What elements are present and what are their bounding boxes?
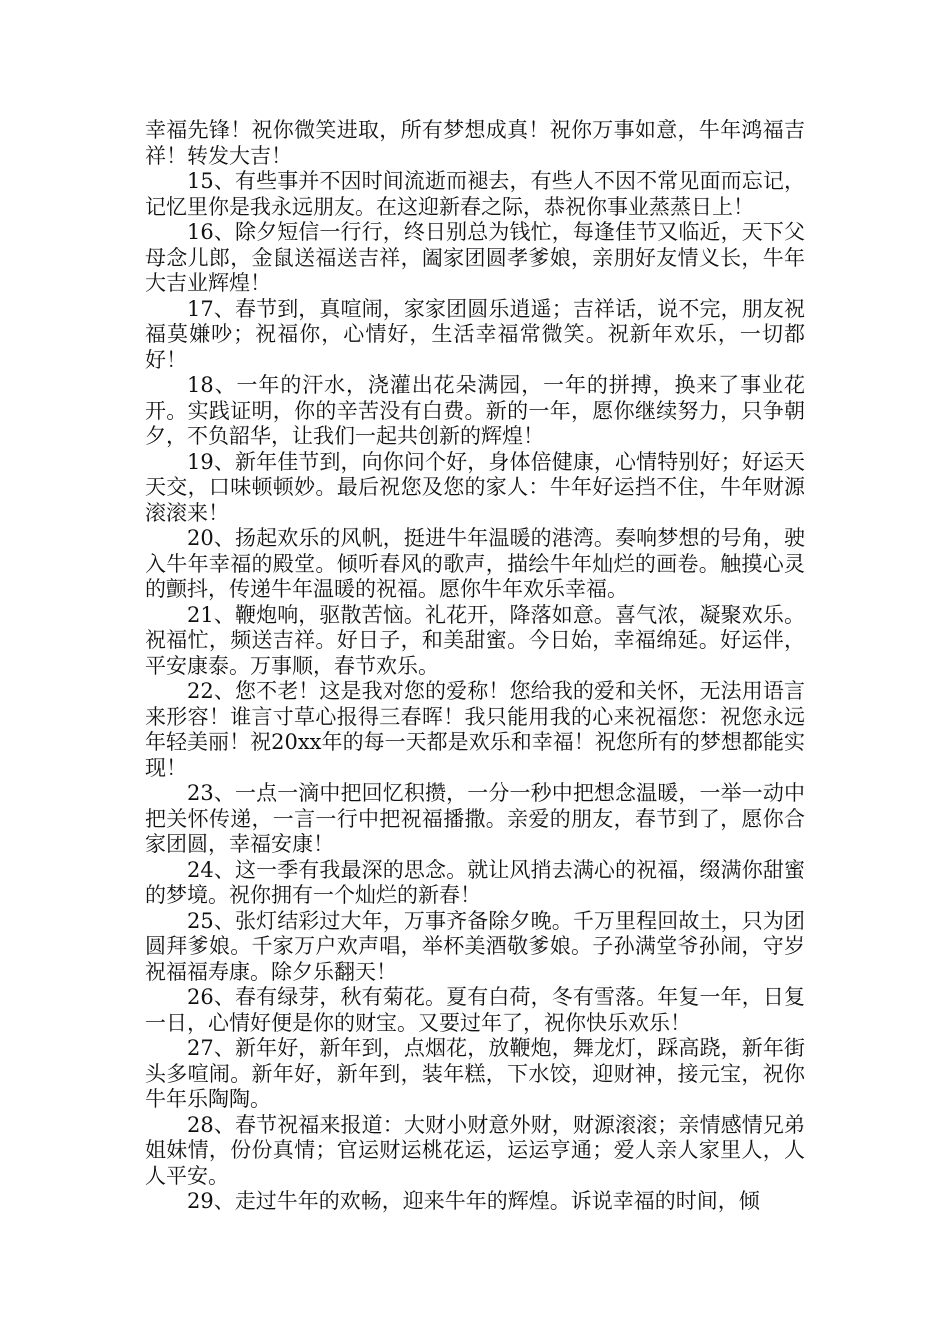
paragraph-25: 25、张灯结彩过大年，万事齐备除夕晚。千万里程回故土，只为团圆拜爹娘。千家万户欢声唱，举杯美酒敬爹娘。子孙满堂爷孙闹，守岁祝福福寿康。除夕乐翻天！ (145, 908, 805, 984)
paragraph-26: 26、春有绿芽，秋有菊花。夏有白荷，冬有雪落。年复一年，日复一日，心情好便是你的财宝。又要过年了，祝你快乐欢乐！ (145, 985, 805, 1035)
paragraph-24: 24、这一季有我最深的思念。就让风捎去满心的祝福，缀满你甜蜜的梦境。祝你拥有一个灿烂的新春！ (145, 857, 805, 907)
document-body (145, 118, 805, 1215)
paragraph-15: 15、有些事并不因时间流逝而褪去，有些人不因不常见面而忘记，记忆里你是我永远朋友。在这迎新春之际，恭祝你事业蒸蒸日上！ (145, 169, 805, 219)
paragraph-28: 28、春节祝福来报道：大财小财意外财，财源滚滚；亲情感情兄弟姐妹情，份份真情；官运财运桃花运，运运亨通；爱人亲人家里人，人人平安。 (145, 1112, 805, 1188)
paragraph-18: 18、一年的汗水，浇灌出花朵满园，一年的拼搏，换来了事业花开。实践证明，你的辛苦没有白费。新的一年，愿你继续努力，只争朝夕，不负韶华，让我们一起共创新的辉煌！ (145, 373, 805, 448)
paragraph-29: 29、走过牛年的欢畅，迎来牛年的辉煌。诉说幸福的时间，倾 (187, 1189, 760, 1213)
paragraph-16: 16、除夕短信一行行，终日别总为钱忙，每逢佳节又临近，天下父母念儿郎，金鼠送福送吉祥，阖家团圆孝爹娘，亲朋好友情义长，牛年大吉业辉煌！ (145, 220, 805, 295)
paragraph-continued: 幸福先锋！祝你微笑进取，所有梦想成真！祝你万事如意，牛年鸿福吉祥！转发大吉！ (145, 118, 805, 168)
paragraph-17: 17、春节到，真喧闹，家家团圆乐逍遥；吉祥话，说不完，朋友祝福莫嫌吵；祝福你，心情好，生活幸福常微笑。祝新年欢乐，一切都好！ (145, 296, 805, 372)
paragraph-22: 22、您不老！这是我对您的爱称！您给我的爱和关怀，无法用语言来形容！谁言寸草心报得三春晖！我只能用我的心来祝福您：祝您永远年轻美丽！祝20xx年的每一天都是欢乐和幸福！祝您所有的梦想都能实现！ (145, 679, 805, 780)
paragraph-23: 23、一点一滴中把回忆积攒，一分一秒中把想念温暖，一举一动中把关怀传递，一言一行中把祝福播撒。亲爱的朋友，春节到了，愿你合家团圆，幸福安康！ (145, 781, 805, 856)
paragraph-27: 27、新年好，新年到，点烟花，放鞭炮，舞龙灯，踩高跷，新年街头多喧闹。新年好，新年到，装年糕，下水饺，迎财神，接元宝，祝你牛年乐陶陶。 (145, 1036, 805, 1111)
paragraph-20: 20、扬起欢乐的风帆，挺进牛年温暖的港湾。奏响梦想的号角，驶入牛年幸福的殿堂。倾听春风的歌声，描绘牛年灿烂的画卷。触摸心灵的颤抖，传递牛年温暖的祝福。愿你牛年欢乐幸福。 (145, 526, 805, 601)
paragraph-21: 21、鞭炮响，驱散苦恼。礼花开，降落如意。喜气浓，凝聚欢乐。祝福忙，频送吉祥。好日子，和美甜蜜。今日始，幸福绵延。好运伴，平安康泰。万事顺，春节欢乐。 (145, 602, 805, 678)
paragraph-19: 19、新年佳节到，向你问个好，身体倍健康，心情特别好；好运天天交，口味顿顿妙。最后祝您及您的家人：牛年好运挡不住，牛年财源滚滚来！ (145, 449, 805, 525)
